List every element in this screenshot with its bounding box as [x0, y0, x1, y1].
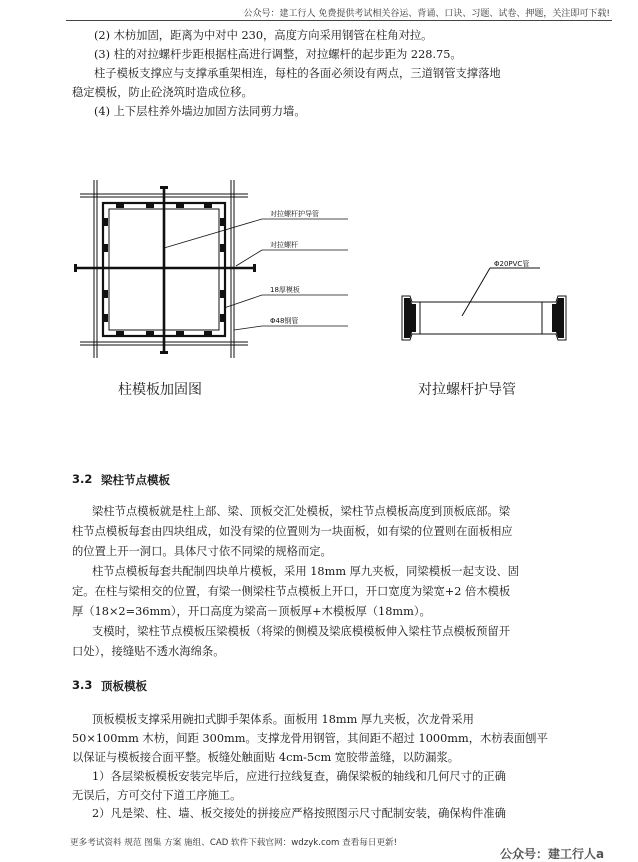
section-number-3-2: 3.2 [72, 472, 93, 486]
section-number-3-3: 3.3 [72, 678, 93, 692]
paragraph-line: 1）各层梁板模板安装完毕后，应进行拉线复查，确保梁板的轴线和几何尺寸的正确 [92, 770, 506, 783]
paragraph-line: 2）凡是梁、柱、墙、板交接处的拼接应严格按照图示尺寸配制安装，确保构件准确 [92, 807, 506, 819]
label-formwork-board: 18厚模板 [270, 286, 300, 294]
paragraph-line: 柱节点模板每套由四块组成，如没有梁的位置则为一块面板，如有梁的位置则在面板相应 [72, 525, 513, 538]
paragraph-line: 支模时，梁柱节点模板压梁模板（将梁的侧模及梁底模模板伸入梁柱节点模板预留开 [92, 625, 510, 638]
paragraph-line: 梁柱节点模板就是柱上部、梁、顶板交汇处模板，梁柱节点模板高度到顶板底部。梁 [92, 505, 510, 518]
label-tie-rod: 对拉螺杆 [270, 241, 298, 249]
paragraph-line: 定。在柱与梁相交的位置，有梁一侧梁柱节点模板上开口，开口宽度为梁宽+2 倍木模板 [72, 585, 511, 598]
paragraph-line: 稳定模板，防止砼浇筑时造成位移。 [72, 86, 253, 99]
paragraph-line: 以保证与模板接合面平整。板缝处触面贴 4cm-5cm 宽胶带盖缝，以防漏浆。 [72, 751, 460, 764]
paragraph-line: 无误后，方可交付下道工序施工。 [72, 789, 242, 802]
header-text: 公众号：建工行人 免费提供考试相关谷运、背诵、口诀、习题、试卷、押题，关注即可下载! [243, 9, 610, 19]
watermark: 公众号：建工行人a [500, 847, 605, 861]
paragraph-line: 50×100mm 木枋，间距 300mm。支撑龙骨用钢管，其间距不超过 1000mm，木枋表面刨平 [72, 732, 548, 745]
label-tie-rod-sleeve: 对拉螺杆护导管 [270, 210, 319, 218]
paragraph-line: 的位置上开一洞口。具体尺寸依不同梁的规格而定。 [72, 545, 332, 558]
paragraph-line: (4) 上下层柱养外墙边加固方法同剪力墙。 [94, 105, 306, 118]
section-title-3-3: 顶板模板 [101, 679, 147, 693]
paragraph-line: (2) 木枋加固，距离为中对中 230，高度方向采用钢管在柱角对拉。 [94, 29, 433, 42]
paragraph-line: 顶板模板支撑采用碗扣式脚手架体系。面板用 18mm 厚九夹板，次龙骨采用 [92, 713, 474, 726]
page-footer: 更多考试资料 规范 图集 方案 施组、CAD 软件下载官网：wdzyk.com 查看每日更新! [70, 838, 398, 848]
figure-caption-left: 柱模板加固图 [118, 382, 202, 398]
figure-caption-right: 对拉螺杆护导管 [418, 382, 516, 398]
paragraph-line: 柱节点模板每套共配制四块单片模板，采用 18mm 厚九夹板，同梁模板一起支设、固 [92, 565, 520, 578]
header-divider [66, 20, 612, 21]
label-pvc-pipe: Φ20PVC管 [494, 260, 530, 268]
paragraph-line: 柱子模板支撑应与支撑承重架相连，每柱的各面必须设有两点，三道钢管支撑落地 [94, 67, 501, 80]
page-header [0, 0, 638, 30]
tie-rod-sleeve-figure [394, 258, 574, 348]
label-steel-pipe: Φ48钢管 [270, 317, 299, 325]
column-formwork-figure [66, 178, 366, 368]
section-title-3-2: 梁柱节点模板 [101, 473, 170, 487]
paragraph-line: (3) 柱的对拉螺杆步距根据柱高进行调整，对拉螺杆的起步距为 228.75。 [94, 48, 462, 61]
paragraph-line: 口处），接缝贴不透水海绵条。 [72, 645, 225, 658]
paragraph-line: 厚（18×2=36mm），开口高度为梁高－顶板厚+木模板厚（18mm）。 [72, 605, 431, 618]
